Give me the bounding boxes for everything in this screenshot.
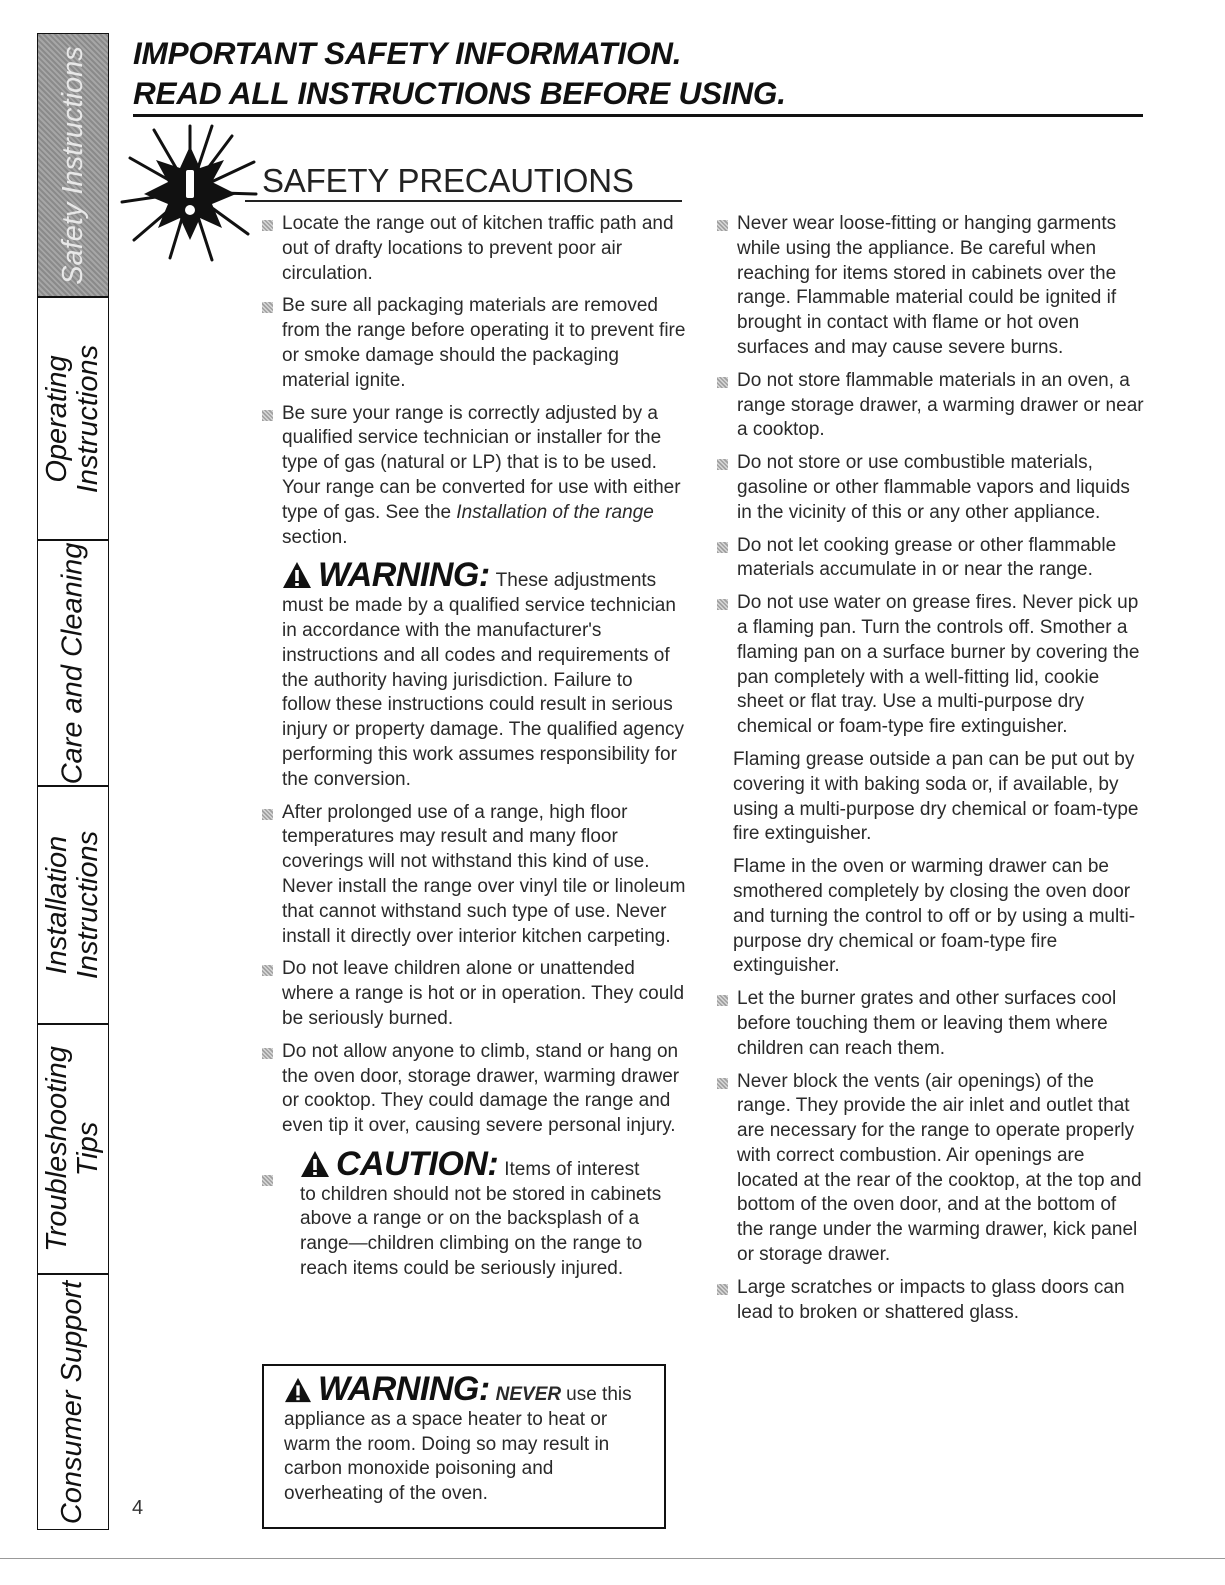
tab-consumer-support[interactable] (37, 1274, 109, 1530)
bullet-icon (717, 599, 728, 610)
bullet-text: Do not let cooking grease or other flammable materials accumulate in or near the range. (737, 534, 1117, 581)
tab-safety-instructions[interactable] (37, 33, 109, 297)
boxed-warning (262, 1364, 666, 1529)
tab-label: Operating (41, 354, 74, 483)
warning-lead: These adjustments (495, 570, 657, 592)
list-item (713, 369, 1145, 443)
warning-triangle-icon (282, 561, 312, 589)
bullet-text: Large scratches or impacts to glass doors can lead to broken or shattered glass. (737, 1276, 1125, 1323)
bullet-text: Locate the range out of kitchen traffic path and out of drafty locations to prevent poor air circulation. (282, 213, 674, 284)
paragraph: Flaming grease outside a pan can be put out by covering it with baking soda or, if available, by using a multi-purpose dry chemical or foam-type fire extinguisher. (733, 748, 1139, 845)
list-item (258, 801, 686, 950)
bullet-text: Never wear loose-fitting or hanging garments while using the appliance. Be careful when reaching for items stored in cabinets over the range. Flammable material could be ignited if brought in contact with flame or hot oven surfaces and may cause severe burns. (737, 213, 1117, 358)
tab-operating-instructions[interactable] (37, 297, 109, 540)
header-line-2: READ ALL INSTRUCTIONS BEFORE USING. (133, 75, 786, 111)
list-item (258, 402, 686, 551)
list-item (713, 212, 1145, 361)
bullet-icon (717, 1078, 728, 1089)
bullet-text: Be sure your range is correctly adjusted by a qualified service technician or installer for the type of gas (natural or LP) that is to be used. Your range can be converted for use with either type of gas. See the (282, 402, 681, 523)
bullet-icon (262, 220, 273, 231)
bullet-icon (262, 1048, 273, 1059)
bullet-text: Let the burner grates and other surfaces cool before touching them or leaving them where children can reach them. (737, 988, 1117, 1059)
right-column (713, 212, 1145, 1333)
tab-label: Installation (41, 835, 74, 975)
bullet-text: Never block the vents (air openings) of the range. They provide the air inlet and outlet that are necessary for the range to operate properly with correct combustion. Air openings are located at the rear of the cooktop, at the top and bottom of the oven door, and at the bottom of the range under the warming drawer, kick panel or storage drawer. (737, 1070, 1142, 1266)
tab-label: Tips (72, 1121, 105, 1177)
left-column (258, 212, 686, 1290)
bullet-icon (262, 965, 273, 976)
warning-triangle-icon (284, 1377, 312, 1403)
caution-text: to children should not be stored in cabinets above a range or on the backsplash of a range—children climbing on the range to reach items could be seriously injured. (300, 1183, 662, 1280)
caution-label: CAUTION: (336, 1144, 499, 1183)
bullet-text: section. (282, 526, 348, 548)
tab-label: Consumer Support (56, 1280, 89, 1524)
warning-text: appliance as a space heater to heat or warm the room. Doing so may result in carbon monoxide poisoning and overheating of the oven. (284, 1408, 610, 1505)
list-item (713, 451, 1145, 525)
bullet-text: Be sure all packaging materials are removed from the range before operating it to prevent fire or smoke damage should the packaging material ignite. (282, 295, 686, 391)
tab-label: Safety Instructions (56, 45, 89, 285)
warning-triangle-icon (300, 1150, 330, 1178)
bullet-icon (717, 459, 728, 470)
header-rule (133, 114, 1143, 117)
bullet-icon (262, 809, 273, 820)
bottom-rule (0, 1558, 1225, 1559)
bullet-text: Do not store or use combustible materials, gasoline or other flammable vapors and liquids in the vicinity of this or any other appliance. (737, 452, 1130, 523)
bullet-icon (262, 410, 273, 421)
tab-installation-instructions[interactable] (37, 786, 109, 1024)
starburst-icon (120, 122, 260, 262)
list-item (713, 987, 1145, 1061)
bullet-icon (717, 220, 728, 231)
page-header (133, 33, 1143, 113)
section-rule (245, 200, 682, 202)
tab-troubleshooting-tips[interactable] (37, 1024, 109, 1274)
bullet-text: After prolonged use of a range, high floor temperatures may result and many floor coverings will not withstand this kind of use. Never install the range over vinyl tile or linoleum that cannot withstand such type of use. Never install it directly over interior kitchen carpeting. (282, 801, 686, 947)
bullet-icon (717, 995, 728, 1006)
list-item (258, 212, 686, 286)
warning-label: WARNING: (318, 1370, 490, 1408)
page-number: 4 (132, 1497, 144, 1519)
side-tabs (37, 33, 109, 1530)
bullet-icon (262, 302, 273, 313)
warning-lead: use this (566, 1384, 632, 1405)
bullet-icon (262, 1175, 273, 1186)
tab-label: Care and Cleaning (56, 542, 89, 784)
tab-label: Instructions (72, 344, 105, 493)
list-item (258, 957, 686, 1031)
list-item (258, 294, 686, 393)
list-item (713, 534, 1145, 584)
bullet-icon (717, 377, 728, 388)
installation-reference: Installation of the range (456, 501, 654, 523)
paragraph: Flame in the oven or warming drawer can be smothered completely by closing the oven door and turning the control to off or by using a multi-purpose dry chemical or foam-type fire extinguisher. (733, 856, 1136, 977)
warning-block (258, 558, 686, 792)
warning-text: must be made by a qualified service technician in accordance with the manufacturer's instructions and all codes and requirements of the authority having jurisdiction. Failure to follow these instructions could result in serious injury or property damage. The qualified agency performing this work assumes responsibility for the conversion. (282, 595, 685, 790)
section-title: SAFETY PRECAUTIONS (262, 162, 634, 199)
list-item (258, 1040, 686, 1139)
bullet-icon (717, 542, 728, 553)
never-label: NEVER (495, 1384, 562, 1405)
list-item (713, 1276, 1145, 1326)
tab-label: Troubleshooting (41, 1046, 74, 1252)
caution-lead: Items of interest (504, 1158, 640, 1180)
tab-label: Instructions (72, 830, 105, 980)
bullet-text: Do not leave children alone or unattended where a range is hot or in operation. They could be seriously burned. (282, 958, 685, 1029)
tab-care-and-cleaning[interactable] (37, 540, 109, 786)
bullet-text: Do not allow anyone to climb, stand or hang on the oven door, storage drawer, warming drawer or cooktop. They could damage the range and even tip it over, causing severe personal injury. (282, 1040, 680, 1137)
warning-label: WARNING: (318, 556, 490, 595)
bullet-text: Do not use water on grease fires. Never pick up a flaming pan. Turn the controls off. Smother a flaming pan on a surface burner by covering the pan completely with a well-fitting lid, cookie sheet or flat tray. Use a multi-purpose dry chemical or foam-type fire extinguisher. (737, 592, 1140, 738)
caution-block (258, 1144, 686, 1282)
bullet-icon (717, 1284, 728, 1295)
bullet-text: Do not store flammable materials in an oven, a range storage drawer, a warming drawer or near a cooktop. (737, 369, 1144, 441)
header-line-1: IMPORTANT SAFETY INFORMATION. (133, 35, 682, 71)
list-item (713, 591, 1145, 740)
list-item (713, 1070, 1145, 1268)
